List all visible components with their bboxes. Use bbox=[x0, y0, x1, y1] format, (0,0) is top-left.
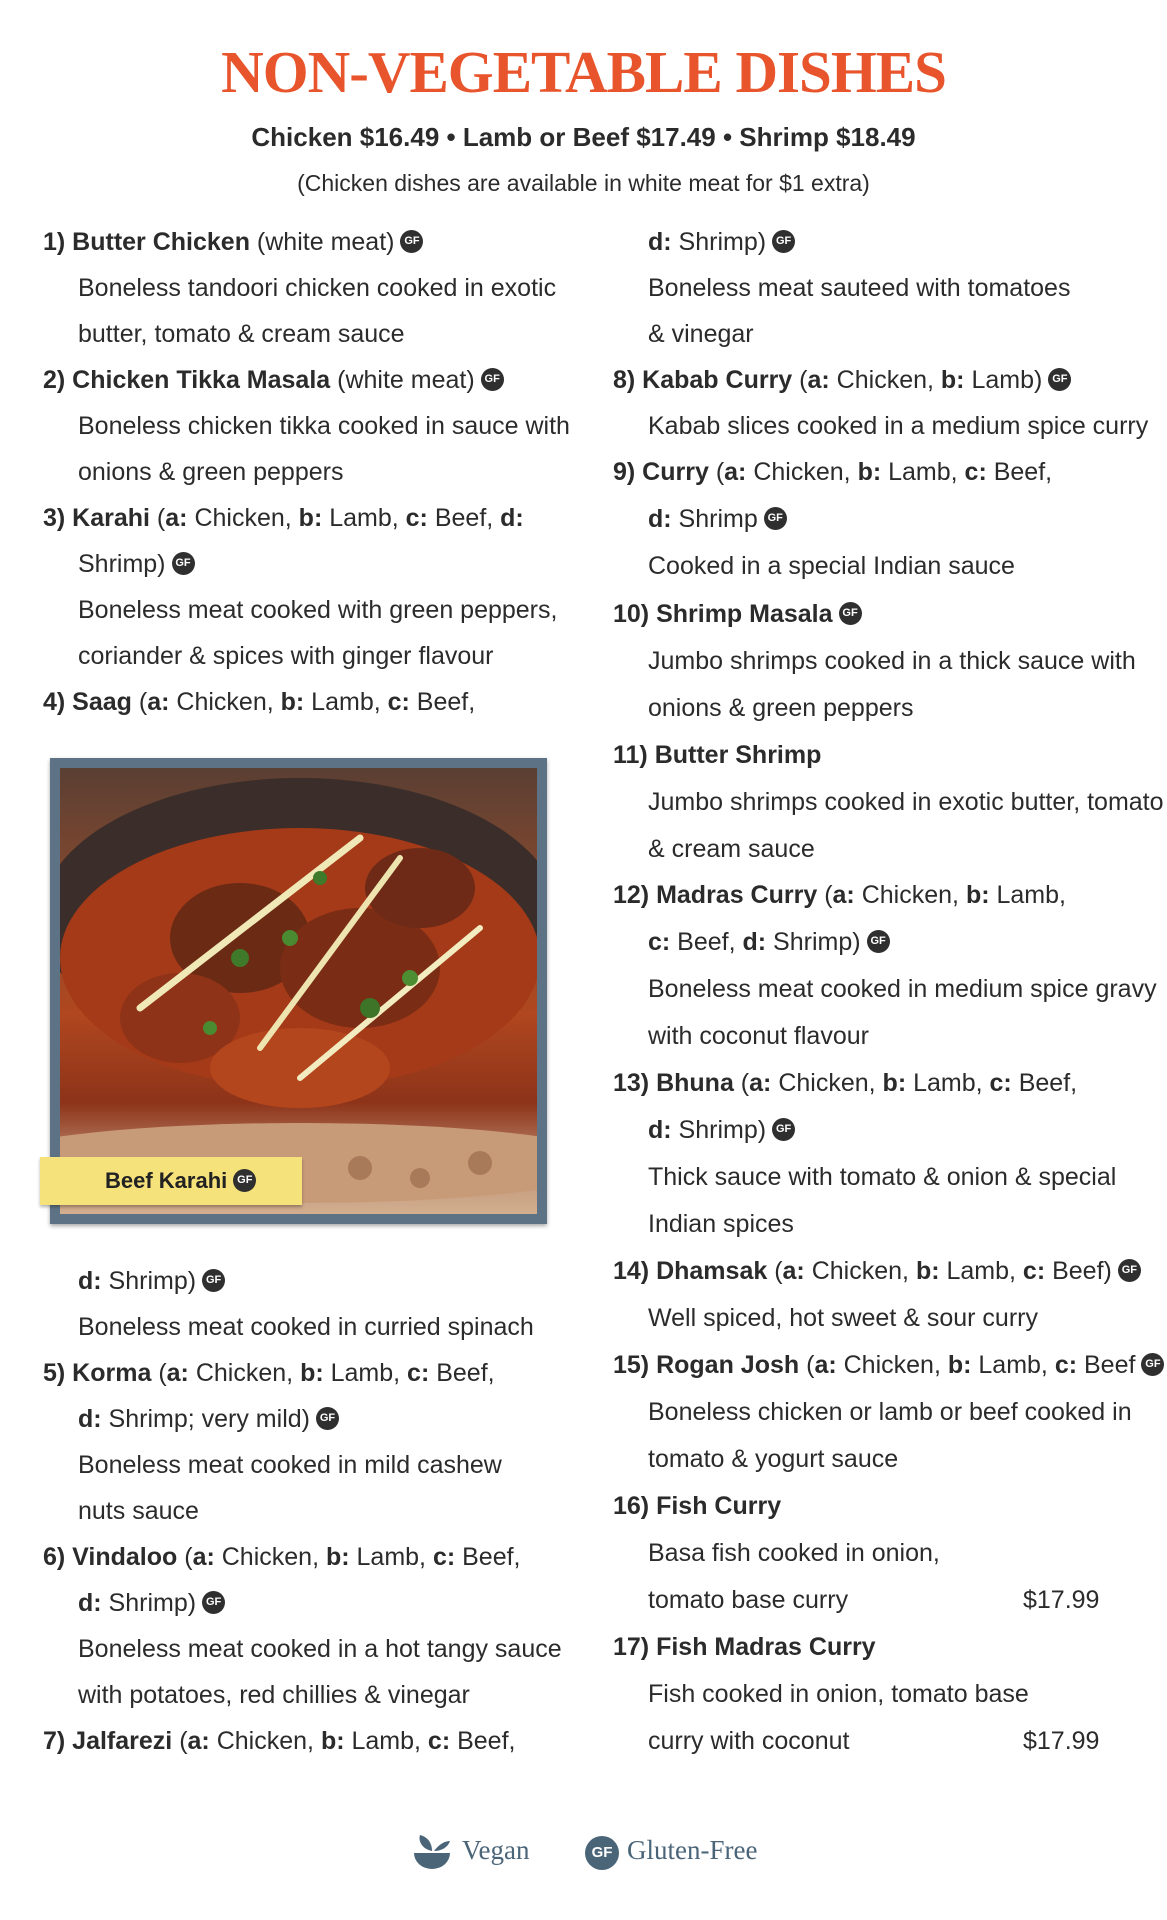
menu-line-text: Fish cooked in onion, tomato base bbox=[648, 1680, 1029, 1708]
menu-line-text: (white meat) bbox=[249, 228, 395, 256]
menu-line bbox=[78, 641, 493, 671]
menu-line-text: Lamb, bbox=[939, 1257, 1023, 1285]
menu-line-text: curry with coconut bbox=[648, 1727, 850, 1755]
menu-line-text: onions & green peppers bbox=[648, 694, 914, 722]
menu-line-text: Shrimp) bbox=[101, 1267, 197, 1295]
menu-line-text: Basa fish cooked in onion, bbox=[648, 1539, 940, 1567]
menu-line bbox=[613, 1068, 1077, 1098]
menu-line bbox=[43, 687, 475, 717]
menu-line-bold-text: b: bbox=[947, 1351, 972, 1379]
menu-line-text: Lamb, bbox=[349, 1543, 433, 1571]
gluten-free-icon: GF bbox=[764, 507, 787, 530]
menu-line-bold-text: b: bbox=[298, 504, 323, 532]
menu-line-text: ( bbox=[799, 1351, 815, 1379]
menu-line-text: Lamb, bbox=[322, 504, 406, 532]
menu-line bbox=[648, 1162, 1116, 1192]
menu-line bbox=[43, 503, 524, 533]
gluten-free-icon: GF bbox=[233, 1169, 256, 1192]
menu-line-text: Boneless meat cooked with green peppers, bbox=[78, 596, 558, 624]
menu-line-bold-text: 6) Vindaloo bbox=[43, 1543, 178, 1571]
menu-line bbox=[613, 1632, 876, 1662]
gluten-free-icon: GF bbox=[772, 1118, 795, 1141]
menu-line-text: ( bbox=[177, 1543, 193, 1571]
menu-line bbox=[648, 1679, 1029, 1709]
menu-line-bold-text: 15) Rogan Josh bbox=[613, 1351, 800, 1379]
menu-line-text: Boneless meat sauteed with tomatoes bbox=[648, 274, 1071, 302]
price-summary: Chicken $16.49 • Lamb or Beef $17.49 • Shrimp $18.49 bbox=[251, 122, 916, 152]
menu-line-text: Shrimp bbox=[671, 505, 758, 533]
menu-line-bold-text: 4) Saag bbox=[43, 688, 132, 716]
menu-line bbox=[648, 974, 1157, 1004]
menu-line-text: Thick sauce with tomato & onion & special bbox=[648, 1163, 1117, 1191]
menu-line-bold-text: d: bbox=[648, 228, 672, 256]
menu-line-text: Beef, bbox=[450, 1727, 516, 1755]
menu-line-text: ( bbox=[149, 504, 166, 532]
menu-line-text: Beef) bbox=[1045, 1257, 1112, 1285]
menu-line bbox=[613, 1350, 1164, 1380]
menu-line-text: Chicken, bbox=[214, 1543, 326, 1571]
menu-line-text: with potatoes, red chillies & vinegar bbox=[78, 1681, 470, 1709]
menu-line-bold-text: 11) Butter Shrimp bbox=[613, 741, 822, 769]
menu-line-bold-text: a: bbox=[749, 1069, 772, 1097]
menu-line-bold-text: c: bbox=[989, 1069, 1012, 1097]
menu-line-bold-text: 13) Bhuna bbox=[613, 1069, 734, 1097]
menu-line bbox=[648, 1303, 1038, 1333]
menu-line-text: Cooked in a special Indian sauce bbox=[648, 552, 1015, 580]
menu-line-text: Chicken, bbox=[829, 366, 941, 394]
menu-line-bold-text: a: bbox=[187, 1727, 210, 1755]
menu-line bbox=[78, 1634, 562, 1664]
menu-line-bold-text: a: bbox=[724, 458, 747, 486]
menu-line-bold-text: 12) Madras Curry bbox=[613, 881, 818, 909]
menu-line-bold-text: d: bbox=[648, 1116, 672, 1144]
menu-line-text: Chicken, bbox=[854, 881, 966, 909]
menu-line-text: Lamb, bbox=[881, 458, 965, 486]
menu-line bbox=[648, 1585, 848, 1615]
menu-line bbox=[613, 1256, 1141, 1286]
menu-line-text: Beef, bbox=[455, 1543, 521, 1571]
menu-line bbox=[78, 595, 557, 625]
menu-line bbox=[648, 411, 1148, 441]
menu-line-text: Shrimp) bbox=[101, 1589, 197, 1617]
menu-line-bold-text: d: bbox=[648, 505, 672, 533]
menu-line-text: Beef, bbox=[670, 928, 743, 956]
menu-line bbox=[78, 273, 556, 303]
menu-line-bold-text: c: bbox=[432, 1543, 456, 1571]
menu-line-text: Boneless tandoori chicken cooked in exotic bbox=[78, 274, 557, 302]
menu-line bbox=[78, 1404, 339, 1434]
menu-line-bold-text: c: bbox=[407, 1359, 430, 1387]
menu-line-text: ( bbox=[708, 458, 725, 486]
menu-line-bold-text: b: bbox=[940, 366, 965, 394]
menu-line bbox=[613, 599, 862, 629]
menu-line-text: Lamb, bbox=[971, 1351, 1055, 1379]
menu-line-bold-text: a: bbox=[782, 1257, 805, 1285]
gluten-free-icon: GF bbox=[202, 1269, 225, 1292]
menu-line bbox=[78, 1450, 502, 1480]
menu-line-text: Shrimp) bbox=[671, 1116, 767, 1144]
menu-line bbox=[648, 1726, 849, 1756]
menu-line-bold-text: c: bbox=[427, 1727, 451, 1755]
menu-line bbox=[78, 411, 570, 441]
gluten-free-icon: GF bbox=[867, 930, 890, 953]
menu-line-bold-text: b: bbox=[915, 1257, 940, 1285]
menu-line-text: Chicken, bbox=[169, 688, 281, 716]
menu-line-bold-text: d: bbox=[78, 1589, 102, 1617]
menu-line-text: nuts sauce bbox=[78, 1497, 199, 1525]
menu-line bbox=[648, 1397, 1132, 1427]
menu-line-bold-text: 17) Fish Madras Curry bbox=[613, 1633, 876, 1661]
menu-line-text: ( bbox=[817, 881, 833, 909]
menu-line-bold-text: a: bbox=[147, 688, 170, 716]
dish-photo bbox=[50, 758, 547, 1224]
menu-line-text: Boneless chicken or lamb or beef cooked in bbox=[648, 1398, 1132, 1426]
menu-line-bold-text: d: bbox=[500, 504, 524, 532]
menu-line-text: Lamb, bbox=[344, 1727, 428, 1755]
menu-price: $17.99 bbox=[1023, 1586, 1100, 1614]
menu-line-text: Lamb, bbox=[989, 881, 1066, 909]
menu-line bbox=[78, 549, 195, 579]
menu-line-bold-text: d: bbox=[742, 928, 767, 956]
menu-line bbox=[78, 1266, 225, 1296]
menu-line-bold-text: a: bbox=[165, 504, 188, 532]
menu-line-bold-text: 14) Dhamsak bbox=[613, 1257, 768, 1285]
menu-line-bold-text: 9) Curry bbox=[613, 458, 709, 486]
menu-line-text: Chicken, bbox=[746, 458, 858, 486]
gluten-free-label: Gluten-Free bbox=[627, 1835, 758, 1865]
menu-line-bold-text: b: bbox=[300, 1359, 324, 1387]
menu-line-text: ( bbox=[131, 688, 148, 716]
gluten-free-icon: GF bbox=[1141, 1353, 1164, 1376]
menu-line-bold-text: b: bbox=[882, 1069, 907, 1097]
menu-line bbox=[648, 834, 815, 864]
menu-line-bold-text: 7) Jalfarezi bbox=[43, 1727, 173, 1755]
menu-line-text: & cream sauce bbox=[648, 835, 815, 863]
gluten-free-icon: GF bbox=[172, 552, 195, 575]
menu-line-text: onions & green peppers bbox=[78, 458, 344, 486]
menu-line-bold-text: c: bbox=[1022, 1257, 1046, 1285]
menu-line-text: Shrimp) bbox=[766, 928, 861, 956]
menu-line-text: Lamb, bbox=[304, 688, 388, 716]
gluten-free-icon: GF bbox=[316, 1407, 339, 1430]
gluten-free-icon: GF bbox=[585, 1836, 619, 1870]
menu-line-text: Boneless meat cooked in mild cashew bbox=[78, 1451, 502, 1479]
menu-line bbox=[613, 880, 1066, 910]
menu-line-text: Chicken, bbox=[771, 1069, 883, 1097]
gluten-free-icon: GF bbox=[772, 230, 795, 253]
menu-line-bold-text: a: bbox=[166, 1359, 189, 1387]
menu-line-text: Beef, bbox=[986, 458, 1053, 486]
menu-line-text: Boneless meat cooked in a hot tangy sauce bbox=[78, 1635, 562, 1663]
menu-line-bold-text: b: bbox=[857, 458, 882, 486]
photo-caption bbox=[40, 1157, 302, 1205]
gluten-free-icon: GF bbox=[400, 230, 423, 253]
menu-line bbox=[43, 1726, 515, 1756]
menu-line-bold-text: 8) Kabab Curry bbox=[613, 366, 793, 394]
menu-line bbox=[648, 927, 890, 957]
menu-line bbox=[648, 693, 913, 723]
gluten-free-icon: GF bbox=[839, 602, 862, 625]
menu-line-text: with coconut flavour bbox=[648, 1022, 869, 1050]
menu-line-text: ( bbox=[151, 1359, 167, 1387]
white-meat-note: (Chicken dishes are available in white meat for $1 extra) bbox=[297, 170, 870, 196]
menu-line-text: coriander & spices with ginger flavour bbox=[78, 642, 494, 670]
menu-line-text: Chicken, bbox=[209, 1727, 321, 1755]
legend-gluten-free bbox=[585, 1828, 757, 1872]
menu-line bbox=[78, 1680, 470, 1710]
gluten-free-icon: GF bbox=[1118, 1259, 1141, 1282]
menu-line-text: & vinegar bbox=[648, 320, 754, 348]
menu-line-text: Indian spices bbox=[648, 1210, 794, 1238]
menu-line-text: Boneless meat cooked in curried spinach bbox=[78, 1313, 534, 1341]
menu-line-bold-text: 5) Korma bbox=[43, 1359, 152, 1387]
menu-line-text: Beef, bbox=[427, 504, 501, 532]
menu-line bbox=[78, 1588, 225, 1618]
menu-line bbox=[648, 551, 1015, 581]
menu-line-bold-text: a: bbox=[807, 366, 830, 394]
menu-line bbox=[613, 365, 1071, 395]
menu-line-text: Chicken, bbox=[836, 1351, 948, 1379]
menu-line-bold-text: b: bbox=[965, 881, 990, 909]
menu-line-text: Shrimp) bbox=[671, 228, 767, 256]
menu-line-bold-text: a: bbox=[814, 1351, 837, 1379]
menu-line-text: Beef, bbox=[409, 688, 476, 716]
menu-line bbox=[648, 1209, 794, 1239]
menu-line-text: ( bbox=[767, 1257, 783, 1285]
menu-line-text: Well spiced, hot sweet & sour curry bbox=[648, 1304, 1038, 1332]
menu-line-text: (white meat) bbox=[330, 366, 475, 394]
menu-line-text: Kabab slices cooked in a medium spice curry bbox=[648, 412, 1149, 440]
menu-line-bold-text: 16) Fish Curry bbox=[613, 1492, 782, 1520]
menu-line bbox=[43, 1542, 521, 1572]
menu-line-bold-text: 2) Chicken Tikka Masala bbox=[43, 366, 331, 394]
menu-line-bold-text: b: bbox=[320, 1727, 345, 1755]
menu-line bbox=[78, 319, 405, 349]
page-title: NON-VEGETABLE DISHES bbox=[221, 39, 946, 105]
menu-line bbox=[613, 1491, 781, 1521]
menu-line bbox=[648, 1021, 869, 1051]
menu-line-bold-text: d: bbox=[78, 1405, 102, 1433]
menu-line bbox=[43, 365, 504, 395]
menu-line bbox=[78, 1312, 534, 1342]
menu-line-bold-text: c: bbox=[648, 928, 671, 956]
menu-line-bold-text: c: bbox=[387, 688, 410, 716]
menu-line bbox=[648, 646, 1136, 676]
menu-line bbox=[648, 1538, 940, 1568]
gluten-free-icon: GF bbox=[202, 1591, 225, 1614]
menu-line-text: ( bbox=[733, 1069, 750, 1097]
menu-line bbox=[613, 457, 1052, 487]
menu-line-text: tomato & yogurt sauce bbox=[648, 1445, 899, 1473]
legend-vegan bbox=[410, 1828, 529, 1872]
menu-line-text: Lamb, bbox=[323, 1359, 408, 1387]
menu-line bbox=[648, 227, 795, 257]
gluten-free-icon: GF bbox=[481, 368, 504, 391]
menu-line bbox=[648, 319, 754, 349]
menu-line-text: Lamb, bbox=[906, 1069, 990, 1097]
menu-line-text: Jumbo shrimps cooked in exotic butter, tomato bbox=[648, 788, 1164, 816]
menu-line-bold-text: c: bbox=[1054, 1351, 1078, 1379]
gluten-free-icon: GF bbox=[1048, 368, 1071, 391]
menu-line-text: Lamb) bbox=[964, 366, 1043, 394]
menu-line-text: Chicken, bbox=[804, 1257, 916, 1285]
menu-line-bold-text: b: bbox=[325, 1543, 350, 1571]
menu-line-text: ( bbox=[172, 1727, 188, 1755]
menu-line-bold-text: b: bbox=[280, 688, 305, 716]
menu-line-text: Boneless chicken tikka cooked in sauce with bbox=[78, 412, 570, 440]
menu-line bbox=[648, 273, 1070, 303]
menu-line bbox=[648, 504, 787, 534]
curry-illustration bbox=[60, 768, 537, 1214]
menu-line-text: Chicken, bbox=[187, 504, 299, 532]
menu-line bbox=[43, 1358, 495, 1388]
menu-line-bold-text: 10) Shrimp Masala bbox=[613, 600, 833, 628]
menu-price: $17.99 bbox=[1023, 1727, 1100, 1755]
menu-line-bold-text: 3) Karahi bbox=[43, 504, 150, 532]
caption-text: Beef Karahi bbox=[105, 1168, 228, 1193]
menu-line-text: Jumbo shrimps cooked in a thick sauce with bbox=[648, 647, 1136, 675]
menu-line bbox=[43, 227, 423, 257]
menu-line bbox=[613, 740, 821, 770]
menu-line bbox=[648, 1115, 795, 1145]
menu-line-text: Shrimp) bbox=[78, 550, 166, 578]
legend bbox=[0, 1828, 1167, 1872]
menu-line-bold-text: c: bbox=[964, 458, 987, 486]
menu-line-text: Beef, bbox=[1011, 1069, 1078, 1097]
menu-line-text: Beef bbox=[1077, 1351, 1136, 1379]
menu-line-text: Boneless meat cooked in medium spice gravy bbox=[648, 975, 1157, 1003]
menu-line-text: Beef, bbox=[429, 1359, 495, 1387]
menu-line bbox=[648, 1444, 898, 1474]
menu-line-text: Shrimp; very mild) bbox=[101, 1405, 310, 1433]
menu-line bbox=[78, 457, 343, 487]
menu-line-text: tomato base curry bbox=[648, 1586, 849, 1614]
menu-line-text: Chicken, bbox=[188, 1359, 301, 1387]
menu-line-bold-text: d: bbox=[78, 1267, 102, 1295]
menu-line bbox=[78, 1496, 199, 1526]
vegan-label: Vegan bbox=[462, 1835, 530, 1865]
menu-line-text: butter, tomato & cream sauce bbox=[78, 320, 405, 348]
menu-line-text: ( bbox=[792, 366, 808, 394]
menu-line-bold-text: c: bbox=[405, 504, 428, 532]
menu-line-bold-text: 1) Butter Chicken bbox=[43, 228, 250, 256]
leaf-bowl-icon bbox=[410, 1833, 454, 1873]
menu-line-bold-text: a: bbox=[832, 881, 855, 909]
menu-line bbox=[648, 787, 1164, 817]
menu-line-bold-text: a: bbox=[192, 1543, 215, 1571]
